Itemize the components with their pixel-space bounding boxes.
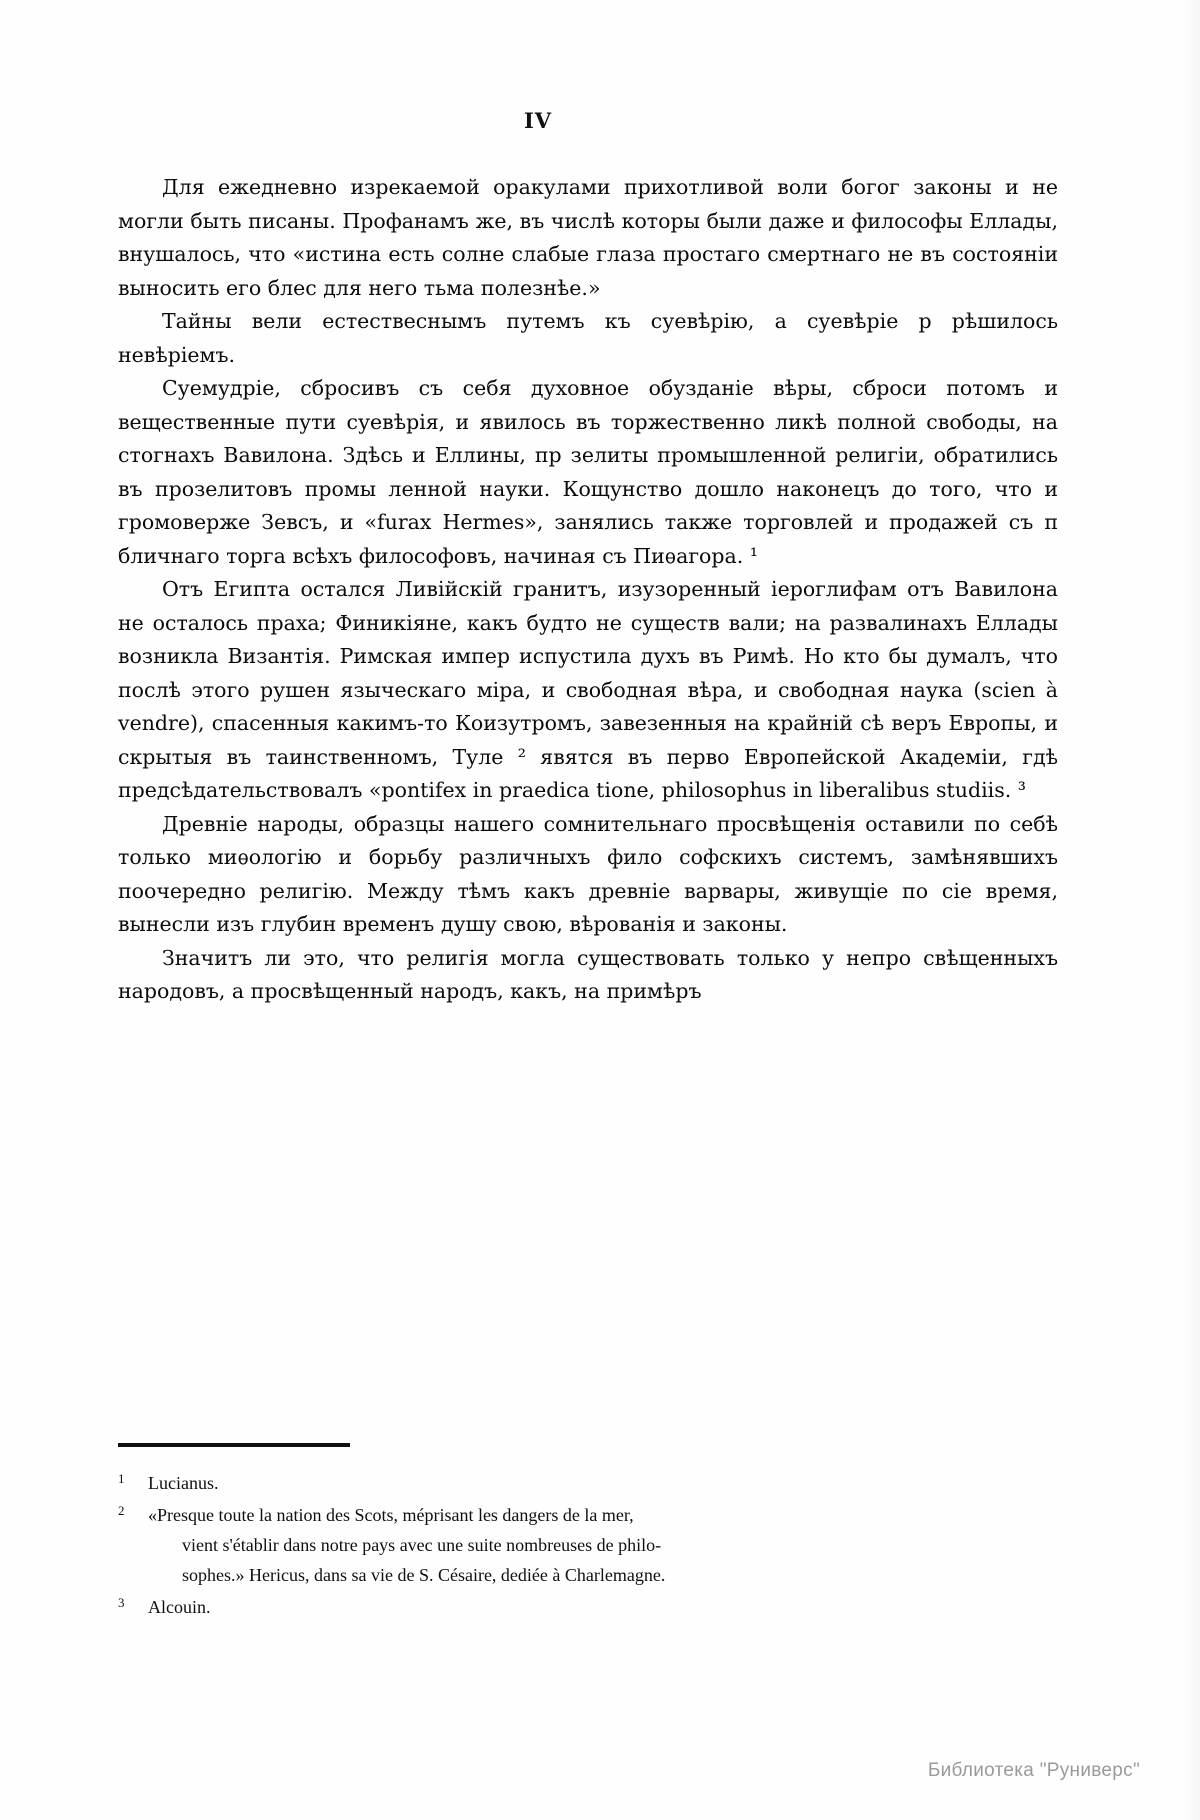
page-edge-shadow — [1182, 0, 1200, 1820]
footnote-item — [118, 1592, 1058, 1622]
footnote-line: Alcouin. — [148, 1597, 211, 1617]
paragraph: Значитъ ли это, что религiя могла существовать только у непро свѣщенныхъ народовъ, а просвѣщенный народъ, какъ, на примѣръ — [118, 945, 1058, 1003]
footnote-item — [118, 1468, 1058, 1498]
footnote-marker: 3 — [118, 1595, 125, 1610]
library-watermark: Библиотека "Руниверс" — [927, 1760, 1140, 1781]
paragraph: Суемудрiе, сбросивъ съ себя духовное обузданiе вѣры, сброси потомъ и вещественные пути суевѣрiя, и явилось въ торжественно ликѣ полной свободы, на стогнахъ Вавилона. Здѣсь и Еллины, пр зелиты промышленной религiи, обратились въ прозелитовъ промы ленной науки. Кощунство дошло наконецъ до того, что и громоверже Зевсъ, и «furax Hermes», занялись также торговлей и продажей съ п бличнаго торга всѣхъ философовъ, начиная съ Пиѳагора. ¹ — [118, 376, 1058, 568]
footnote-line: vient s'établir dans notre pays avec une suite nombreuses de philo- — [182, 1535, 662, 1555]
footnote-line: «Presque toute la nation des Scots, méprisant les dangers de la mer, — [148, 1505, 634, 1525]
paragraph: Тайны вели естествеснымъ путемъ къ суевѣрiю, а суевѣрiе р рѣшилось невѣрiемъ. — [118, 309, 1058, 367]
paragraph: Для ежедневно изрекаемой оракулами прихотливой воли богог законы и не могли быть писаны. Профанамъ же, въ числѣ которы были даже и философы Еллады, внушалось, что «истина есть солне слабые глаза простаго смертнаго не въ состоянiи выносить его блес для него тьма полезнѣе.» — [118, 175, 1058, 300]
page-content-area — [118, 108, 1078, 1668]
body-text — [118, 171, 1058, 1009]
footnote-marker: 1 — [118, 1471, 125, 1486]
footnote-line: Lucianus. — [148, 1473, 219, 1493]
footnote-item — [118, 1500, 1058, 1590]
footnotes-block — [118, 1468, 1058, 1624]
page-number: IV — [523, 108, 553, 133]
footnote-separator-rule — [118, 1443, 350, 1447]
paragraph: Древнiе народы, образцы нашего сомнительнаго просвѣщенiя оставили по себѣ только миѳологiю и борьбу различныхъ фило софскихъ системъ, замѣнявшихъ поочередно религiю. Между тѣмъ какъ древнiе варвары, живущiе по сiе время, вынесли изъ глубин временъ душу свою, вѣрованiя и законы. — [118, 811, 1058, 936]
footnote-line: sophes.» Hericus, dans sa vie de S. Césaire, dediée à Charlemagne. — [182, 1565, 666, 1585]
paragraph: Отъ Египта остался Ливiйскiй гранитъ, изузоренный iероглифам отъ Вавилона не осталось праха; Финикiяне, какъ будто не существ вали; на развалинахъ Еллады возникла Византiя. Римская импер испустила духъ въ Римѣ. Но кто бы думалъ, что послѣ этого рушен языческаго мiра, и свободная вѣра, и свободная наука (scien à vendre), спасенныя какимъ-то Коизутромъ, завезенныя на крайнiй сѣ веръ Европы, и скрытыя въ таинственномъ, Туле ² явятся въ перво Европейской Академiи, гдѣ предсѣдательствовалъ «pontifex in praedica tione, philosophus in liberalibus studiis. ³ — [118, 577, 1058, 802]
footnote-marker: 2 — [118, 1503, 125, 1518]
